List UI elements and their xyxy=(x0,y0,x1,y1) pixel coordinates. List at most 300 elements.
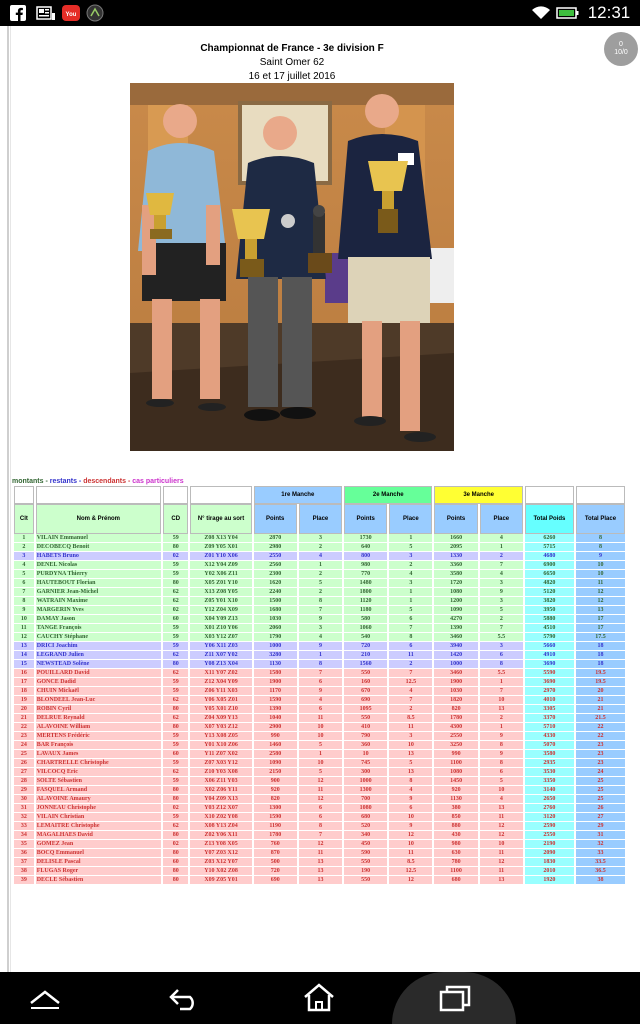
cell-place-1: 13 xyxy=(299,858,342,867)
cell-place-1: 7 xyxy=(299,669,342,678)
table-row xyxy=(14,669,625,678)
cell-total-poids: 2010 xyxy=(525,867,574,876)
cell-tirage: X01 Z10 Y06 xyxy=(190,624,251,633)
cell-points-3: 380 xyxy=(434,804,477,813)
cell-points-2: 450 xyxy=(344,840,387,849)
cell-place-3: 1 xyxy=(480,543,523,552)
cell-cd: 59 xyxy=(163,678,189,687)
cell-cd: 80 xyxy=(163,786,189,795)
cell-total-place: 17.5 xyxy=(576,633,625,642)
cell-cd: 80 xyxy=(163,705,189,714)
cell-total-place: 25 xyxy=(576,795,625,804)
cell-total-poids: 2550 xyxy=(525,831,574,840)
cell-points-1: 720 xyxy=(254,867,297,876)
cell-points-2: 340 xyxy=(344,831,387,840)
cell-nom: DELRUE Reynald xyxy=(36,714,161,723)
cell-points-2: 520 xyxy=(344,822,387,831)
cell-points-2: 540 xyxy=(344,633,387,642)
empty-header-cell xyxy=(14,486,34,504)
cell-total-poids: 2970 xyxy=(525,687,574,696)
winners-photo xyxy=(130,83,454,451)
cell-cd: 62 xyxy=(163,588,189,597)
cell-place-3: 4 xyxy=(480,534,523,543)
cell-points-1: 760 xyxy=(254,840,297,849)
table-row xyxy=(14,696,625,705)
cell-total-place: 25 xyxy=(576,777,625,786)
col-place-2: Place xyxy=(389,504,432,534)
cell-points-2: 1120 xyxy=(344,597,387,606)
cell-total-poids: 4820 xyxy=(525,579,574,588)
cell-place-1: 5 xyxy=(299,579,342,588)
cell-clt: 1 xyxy=(14,534,34,543)
cell-cd: 60 xyxy=(163,858,189,867)
cell-clt: 25 xyxy=(14,750,34,759)
cell-clt: 2 xyxy=(14,543,34,552)
cell-points-2: 10 xyxy=(344,750,387,759)
cell-nom: ALAVOINE William xyxy=(36,723,161,732)
table-row xyxy=(14,741,625,750)
back-icon[interactable] xyxy=(160,972,210,1024)
cell-place-3: 1 xyxy=(480,723,523,732)
page-divider-inner xyxy=(10,26,11,972)
cell-place-1: 12 xyxy=(299,777,342,786)
cell-place-2: 1 xyxy=(389,534,432,543)
cell-place-3: 5 xyxy=(480,606,523,615)
cell-place-3: 1 xyxy=(480,678,523,687)
cell-tirage: Z07 X03 Y12 xyxy=(190,759,251,768)
cell-nom: DECLE Sébastien xyxy=(36,876,161,885)
cell-place-3: 9 xyxy=(480,732,523,741)
cell-total-poids: 5120 xyxy=(525,588,574,597)
cell-tirage: Y03 Z12 X07 xyxy=(190,804,251,813)
cell-points-3: 1100 xyxy=(434,867,477,876)
cell-cd: 59 xyxy=(163,777,189,786)
cell-points-3: 1720 xyxy=(434,579,477,588)
cell-clt: 30 xyxy=(14,795,34,804)
cell-place-1: 6 xyxy=(299,813,342,822)
cell-total-poids: 5790 xyxy=(525,633,574,642)
cell-total-poids: 3530 xyxy=(525,768,574,777)
cell-total-place: 32 xyxy=(576,840,625,849)
cell-place-3: 8 xyxy=(480,759,523,768)
cell-points-2: 640 xyxy=(344,543,387,552)
cell-cd: 62 xyxy=(163,822,189,831)
cell-place-2: 3 xyxy=(389,579,432,588)
cell-clt: 4 xyxy=(14,561,34,570)
cell-points-3: 3460 xyxy=(434,633,477,642)
cell-total-place: 11 xyxy=(576,579,625,588)
cell-points-2: 210 xyxy=(344,651,387,660)
cell-cd: 02 xyxy=(163,606,189,615)
cell-place-2: 4 xyxy=(389,786,432,795)
cell-total-poids: 2590 xyxy=(525,822,574,831)
cell-nom: TANGE François xyxy=(36,624,161,633)
cell-total-place: 24 xyxy=(576,768,625,777)
cell-tirage: Y13 X08 Z05 xyxy=(190,732,251,741)
cell-place-1: 6 xyxy=(299,678,342,687)
recents-icon[interactable] xyxy=(430,972,480,1024)
cell-place-3: 5 xyxy=(480,777,523,786)
cell-points-3: 1900 xyxy=(434,678,477,687)
cell-nom: MARGERIN Yves xyxy=(36,606,161,615)
cell-points-3: 1200 xyxy=(434,597,477,606)
legend-sep: - xyxy=(126,478,133,485)
cell-cd: 60 xyxy=(163,615,189,624)
cell-points-1: 2870 xyxy=(254,534,297,543)
cell-points-1: 1190 xyxy=(254,822,297,831)
cell-place-2: 1 xyxy=(389,597,432,606)
cell-place-1: 13 xyxy=(299,876,342,885)
cell-points-2: 580 xyxy=(344,615,387,624)
cell-total-poids: 3120 xyxy=(525,813,574,822)
cell-cd: 59 xyxy=(163,633,189,642)
cell-total-place: 26 xyxy=(576,804,625,813)
cell-tirage: Y12 Z04 X09 xyxy=(190,606,251,615)
cell-place-1: 11 xyxy=(299,786,342,795)
cell-tirage: X02 Z06 Y11 xyxy=(190,786,251,795)
cell-place-3: 13 xyxy=(480,876,523,885)
cell-tirage: X04 Y09 Z13 xyxy=(190,615,251,624)
cell-total-poids: 1920 xyxy=(525,876,574,885)
cell-nom: CHUIN Mickaël xyxy=(36,687,161,696)
cell-nom: BAR François xyxy=(36,741,161,750)
cell-points-1: 870 xyxy=(254,849,297,858)
cell-total-place: 22 xyxy=(576,732,625,741)
cell-nom: CAUCHY Stéphane xyxy=(36,633,161,642)
cell-tirage: Y06 X05 Z01 xyxy=(190,696,251,705)
cell-total-poids: 4330 xyxy=(525,732,574,741)
cell-points-2: 300 xyxy=(344,768,387,777)
table-row xyxy=(14,624,625,633)
cell-place-2: 8 xyxy=(389,633,432,642)
table-row xyxy=(14,849,625,858)
cell-cd: 59 xyxy=(163,624,189,633)
table-row xyxy=(14,633,625,642)
cell-place-3: 10 xyxy=(480,696,523,705)
cell-clt: 24 xyxy=(14,741,34,750)
cell-points-1: 1300 xyxy=(254,804,297,813)
cell-tirage: Y07 Z03 X12 xyxy=(190,849,251,858)
col-points-2: Points xyxy=(344,504,387,534)
cell-place-2: 7 xyxy=(389,669,432,678)
table-row xyxy=(14,723,625,732)
cell-tirage: Z11 X07 Y02 xyxy=(190,651,251,660)
cell-points-3: 1090 xyxy=(434,606,477,615)
cell-place-3: 5.5 xyxy=(480,669,523,678)
cell-place-3: 7 xyxy=(480,624,523,633)
cell-place-2: 11 xyxy=(389,849,432,858)
cell-place-1: 10 xyxy=(299,732,342,741)
cell-tirage: Y06 X11 Z03 xyxy=(190,642,251,651)
cell-place-3: 8 xyxy=(480,741,523,750)
page-title: Championnat de France - 3e division F xyxy=(200,43,384,54)
cell-clt: 34 xyxy=(14,831,34,840)
cell-place-1: 4 xyxy=(299,696,342,705)
col-cd: CD xyxy=(163,504,189,534)
cell-clt: 9 xyxy=(14,606,34,615)
cell-cd: 59 xyxy=(163,759,189,768)
cell-points-1: 900 xyxy=(254,777,297,786)
cell-points-3: 1780 xyxy=(434,714,477,723)
cell-clt: 33 xyxy=(14,822,34,831)
cell-clt: 26 xyxy=(14,759,34,768)
cell-tirage: Z12 X04 Y09 xyxy=(190,678,251,687)
cell-place-1: 4 xyxy=(299,633,342,642)
cell-clt: 17 xyxy=(14,678,34,687)
table-row xyxy=(14,795,625,804)
cell-total-place: 22 xyxy=(576,723,625,732)
cell-points-3: 680 xyxy=(434,876,477,885)
cell-total-place: 8 xyxy=(576,543,625,552)
cell-total-place: 13 xyxy=(576,606,625,615)
cell-total-place: 17 xyxy=(576,624,625,633)
cell-cd: 80 xyxy=(163,723,189,732)
cell-tirage: Z09 Y05 X01 xyxy=(190,543,251,552)
cell-points-2: 550 xyxy=(344,876,387,885)
cell-points-2: 190 xyxy=(344,867,387,876)
cell-nom: CHARTRELLE Christophe xyxy=(36,759,161,768)
col-total-poids: Total Poids xyxy=(525,504,574,534)
cell-clt: 12 xyxy=(14,633,34,642)
cell-points-3: 1450 xyxy=(434,777,477,786)
cell-nom: HAUTEBOUT Florian xyxy=(36,579,161,588)
cell-total-place: 17 xyxy=(576,615,625,624)
cell-place-3: 12 xyxy=(480,831,523,840)
cell-cd: 59 xyxy=(163,813,189,822)
cell-place-2: 13 xyxy=(389,750,432,759)
cell-place-2: 12 xyxy=(389,876,432,885)
cell-points-2: 745 xyxy=(344,759,387,768)
table-row xyxy=(14,813,625,822)
cell-total-place: 9 xyxy=(576,552,625,561)
table-row xyxy=(14,642,625,651)
navigation-bar xyxy=(0,972,640,1024)
cell-cd: 80 xyxy=(163,831,189,840)
cell-total-place: 27 xyxy=(576,813,625,822)
cell-tirage: Z10 Y03 X08 xyxy=(190,768,251,777)
cell-place-2: 6 xyxy=(389,804,432,813)
cell-points-3: 430 xyxy=(434,831,477,840)
cell-place-3: 2 xyxy=(480,552,523,561)
cell-place-1: 9 xyxy=(299,687,342,696)
cell-clt: 23 xyxy=(14,732,34,741)
cell-place-3: 3 xyxy=(480,579,523,588)
empty-header-cell xyxy=(36,486,161,504)
cell-place-1: 12 xyxy=(299,795,342,804)
cell-total-poids: 3690 xyxy=(525,678,574,687)
up-chevron-icon[interactable] xyxy=(20,972,70,1024)
cell-clt: 36 xyxy=(14,849,34,858)
cell-clt: 37 xyxy=(14,858,34,867)
cell-place-3: 10 xyxy=(480,840,523,849)
col-total-place: Total Place xyxy=(576,504,625,534)
cell-place-1: 9 xyxy=(299,642,342,651)
cell-points-1: 1620 xyxy=(254,579,297,588)
cell-points-3: 3360 xyxy=(434,561,477,570)
cell-place-2: 10 xyxy=(389,840,432,849)
cell-points-2: 1480 xyxy=(344,579,387,588)
cell-points-1: 1090 xyxy=(254,759,297,768)
battery-icon xyxy=(556,4,580,22)
cell-nom: BOCQ Emmanuel xyxy=(36,849,161,858)
table-row xyxy=(14,768,625,777)
cell-place-1: 1 xyxy=(299,651,342,660)
cell-place-1: 1 xyxy=(299,750,342,759)
cell-clt: 21 xyxy=(14,714,34,723)
cell-tirage: Z13 Y08 X05 xyxy=(190,840,251,849)
table-row xyxy=(14,876,625,885)
cell-clt: 39 xyxy=(14,876,34,885)
cell-points-1: 2240 xyxy=(254,588,297,597)
cell-tirage: X05 Z01 Y10 xyxy=(190,579,251,588)
cell-clt: 28 xyxy=(14,777,34,786)
cell-nom: LEGRAND Julien xyxy=(36,651,161,660)
col-place-3: Place xyxy=(480,504,523,534)
cell-points-1: 1780 xyxy=(254,831,297,840)
cell-points-2: 980 xyxy=(344,561,387,570)
cell-points-3: 980 xyxy=(434,840,477,849)
cell-clt: 8 xyxy=(14,597,34,606)
table-row xyxy=(14,804,625,813)
cell-cd: 02 xyxy=(163,804,189,813)
webpage[interactable] xyxy=(0,26,640,972)
cell-total-poids: 2190 xyxy=(525,840,574,849)
cell-clt: 6 xyxy=(14,579,34,588)
cell-nom: DRICI Joachim xyxy=(36,642,161,651)
cell-points-3: 630 xyxy=(434,849,477,858)
cell-nom: BLONDEEL Jean-Luc xyxy=(36,696,161,705)
status-bar xyxy=(0,0,640,26)
cell-tirage: Y11 Z07 X02 xyxy=(190,750,251,759)
cell-total-poids: 3690 xyxy=(525,660,574,669)
cell-tirage: Y02 X06 Z11 xyxy=(190,570,251,579)
table-row xyxy=(14,651,625,660)
cell-place-1: 2 xyxy=(299,570,342,579)
cell-points-1: 2900 xyxy=(254,723,297,732)
cell-points-1: 3280 xyxy=(254,651,297,660)
cell-clt: 13 xyxy=(14,642,34,651)
cell-place-1: 1 xyxy=(299,561,342,570)
cell-total-poids: 3950 xyxy=(525,606,574,615)
cell-place-3: 11 xyxy=(480,813,523,822)
cell-cd: 02 xyxy=(163,840,189,849)
cell-place-1: 8 xyxy=(299,597,342,606)
cell-points-3: 1420 xyxy=(434,651,477,660)
cell-place-1: 8 xyxy=(299,822,342,831)
cell-place-3: 12 xyxy=(480,822,523,831)
cell-place-1: 7 xyxy=(299,606,342,615)
cell-total-poids: 2650 xyxy=(525,795,574,804)
cell-points-1: 2060 xyxy=(254,624,297,633)
cell-total-place: 33 xyxy=(576,849,625,858)
table-row xyxy=(14,759,625,768)
cell-place-2: 12.5 xyxy=(389,867,432,876)
cell-place-2: 2 xyxy=(389,705,432,714)
cell-total-place: 25 xyxy=(576,786,625,795)
page-divider xyxy=(7,26,9,972)
cell-place-1: 2 xyxy=(299,543,342,552)
cell-place-2: 12 xyxy=(389,831,432,840)
cell-points-1: 920 xyxy=(254,786,297,795)
cell-place-2: 11 xyxy=(389,723,432,732)
cell-place-3: 6 xyxy=(480,768,523,777)
cell-place-3: 9 xyxy=(480,588,523,597)
cell-place-2: 9 xyxy=(389,822,432,831)
home-icon[interactable] xyxy=(294,972,344,1024)
column-header-row xyxy=(14,504,625,534)
cell-place-3: 2 xyxy=(480,714,523,723)
cell-points-2: 1000 xyxy=(344,777,387,786)
cell-nom: POUILLARD David xyxy=(36,669,161,678)
cell-points-1: 1130 xyxy=(254,660,297,669)
legend-sep: - xyxy=(43,478,50,485)
youtube-icon xyxy=(62,4,80,22)
cell-place-2: 2 xyxy=(389,660,432,669)
table-row xyxy=(14,552,625,561)
cell-points-3: 4300 xyxy=(434,723,477,732)
cell-nom: VILAIN Emmanuel xyxy=(36,534,161,543)
cell-tirage: Z03 X12 Y07 xyxy=(190,858,251,867)
cell-points-3: 3250 xyxy=(434,741,477,750)
cell-points-2: 800 xyxy=(344,552,387,561)
cell-nom: GONCE Dadid xyxy=(36,678,161,687)
cell-total-poids: 5710 xyxy=(525,723,574,732)
legend-sep: - xyxy=(76,478,84,485)
cell-place-3: 11 xyxy=(480,849,523,858)
cell-place-3: 10 xyxy=(480,786,523,795)
cell-nom: HABETS Bruno xyxy=(36,552,161,561)
cell-place-3: 3 xyxy=(480,597,523,606)
cell-total-poids: 6260 xyxy=(525,534,574,543)
cell-points-2: 670 xyxy=(344,687,387,696)
cell-cd: 80 xyxy=(163,795,189,804)
cell-points-2: 690 xyxy=(344,696,387,705)
cell-total-poids: 5715 xyxy=(525,543,574,552)
cell-place-3: 9 xyxy=(480,750,523,759)
cell-place-2: 5 xyxy=(389,606,432,615)
cell-total-poids: 2760 xyxy=(525,804,574,813)
table-row xyxy=(14,597,625,606)
cell-place-2: 8.5 xyxy=(389,714,432,723)
cell-nom: LEMAITRE Christophe xyxy=(36,822,161,831)
cell-points-3: 990 xyxy=(434,750,477,759)
cell-points-2: 680 xyxy=(344,813,387,822)
cell-clt: 11 xyxy=(14,624,34,633)
cell-points-1: 2300 xyxy=(254,570,297,579)
col-points-3: Points xyxy=(434,504,477,534)
cell-points-1: 1170 xyxy=(254,687,297,696)
cell-tirage: X03 Y12 Z07 xyxy=(190,633,251,642)
cell-place-1: 12 xyxy=(299,840,342,849)
scroll-top-button[interactable] xyxy=(604,32,638,66)
cell-points-2: 790 xyxy=(344,732,387,741)
cell-clt: 14 xyxy=(14,651,34,660)
cell-tirage: Y05 X01 Z10 xyxy=(190,705,251,714)
cell-points-1: 500 xyxy=(254,858,297,867)
cell-points-3: 2550 xyxy=(434,732,477,741)
cell-total-place: 21.5 xyxy=(576,714,625,723)
cell-place-3: 13 xyxy=(480,804,523,813)
cell-clt: 20 xyxy=(14,705,34,714)
cell-tirage: Z06 Y11 X03 xyxy=(190,687,251,696)
cell-points-3: 1080 xyxy=(434,768,477,777)
cell-clt: 38 xyxy=(14,867,34,876)
cell-nom: FLUGAS Roger xyxy=(36,867,161,876)
empty-header-cell xyxy=(190,486,251,504)
empty-header-cell xyxy=(576,486,625,504)
cell-clt: 32 xyxy=(14,813,34,822)
cell-place-3: 7 xyxy=(480,687,523,696)
